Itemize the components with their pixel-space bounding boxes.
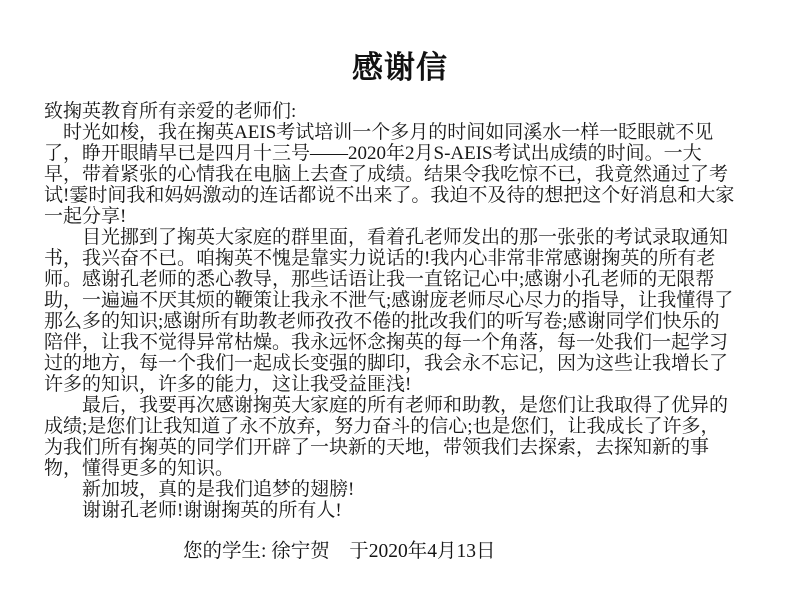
letter-title: 感谢信: [352, 50, 448, 85]
letter-line: 了，睁开眼睛早已是四月十三号——2020年2月S-AEIS考试出成绩的时间。一大: [44, 143, 702, 164]
letter-line: 成绩;是您们让我知道了永不放弃，努力奋斗的信心;也是您们，让我成长了许多，: [44, 416, 720, 437]
letter-line: 陪伴，让我不觉得异常枯燥。我永远怀念掬英的每一个角落，每一处我们一起学习: [44, 332, 729, 353]
letter-line: 一起分享!: [44, 206, 127, 227]
letter-line: 许多的知识，许多的能力，这让我受益匪浅!: [44, 374, 412, 395]
letter-line: 物，懂得更多的知识。: [44, 458, 235, 479]
letter-line: 时光如梭，我在掬英AEIS考试培训一个多月的时间如同溪水一样一眨眼就不见: [44, 122, 714, 143]
letter-body: [44, 101, 758, 521]
letter-line: 助，一遍遍不厌其烦的鞭策让我永不泄气;感谢庞老师尽心尽力的指导，让我懂得了: [44, 290, 734, 311]
signature-line: 您的学生: 徐宁贺 于2020年4月13日: [183, 541, 496, 562]
letter-line: 师。感谢孔老师的悉心教导，那些话语让我一直铭记心中;感谢小孔老师的无限帮: [44, 269, 715, 290]
letter-salutation: 致掬英教育所有亲爱的老师们:: [44, 101, 297, 122]
letter-line: 最后，我要再次感谢掬英大家庭的所有老师和助教，是您们让我取得了优异的: [44, 395, 729, 416]
letter-line: 新加坡，真的是我们追梦的翅膀!: [44, 479, 355, 500]
letter-line: 为我们所有掬英的同学们开辟了一块新的天地，带领我们去探索，去探知新的事: [44, 437, 710, 458]
letter-line: 早，带着紧张的心情我在电脑上去查了成绩。结果令我吃惊不已，我竟然通过了考: [44, 164, 729, 185]
letter-line: 过的地方，每一个我们一起成长变强的脚印，我会永不忘记，因为这些让我增长了: [44, 353, 729, 374]
letter-line: 书，我兴奋不已。咱掬英不愧是靠实力说话的!我内心非常非常感谢掬英的所有老: [44, 248, 716, 269]
letter-line: 那么多的知识;感谢所有助教老师孜孜不倦的批改我们的听写卷;感谢同学们快乐的: [44, 311, 720, 332]
letter-line: 谢谢孔老师!谢谢掬英的所有人!: [44, 500, 342, 521]
letter-line: 目光挪到了掬英大家庭的群里面，看着孔老师发出的那一张张的考试录取通知: [44, 227, 729, 248]
letter-line: 试!霎时间我和妈妈激动的连话都说不出来了。我迫不及待的想把这个好消息和大家: [44, 185, 735, 206]
